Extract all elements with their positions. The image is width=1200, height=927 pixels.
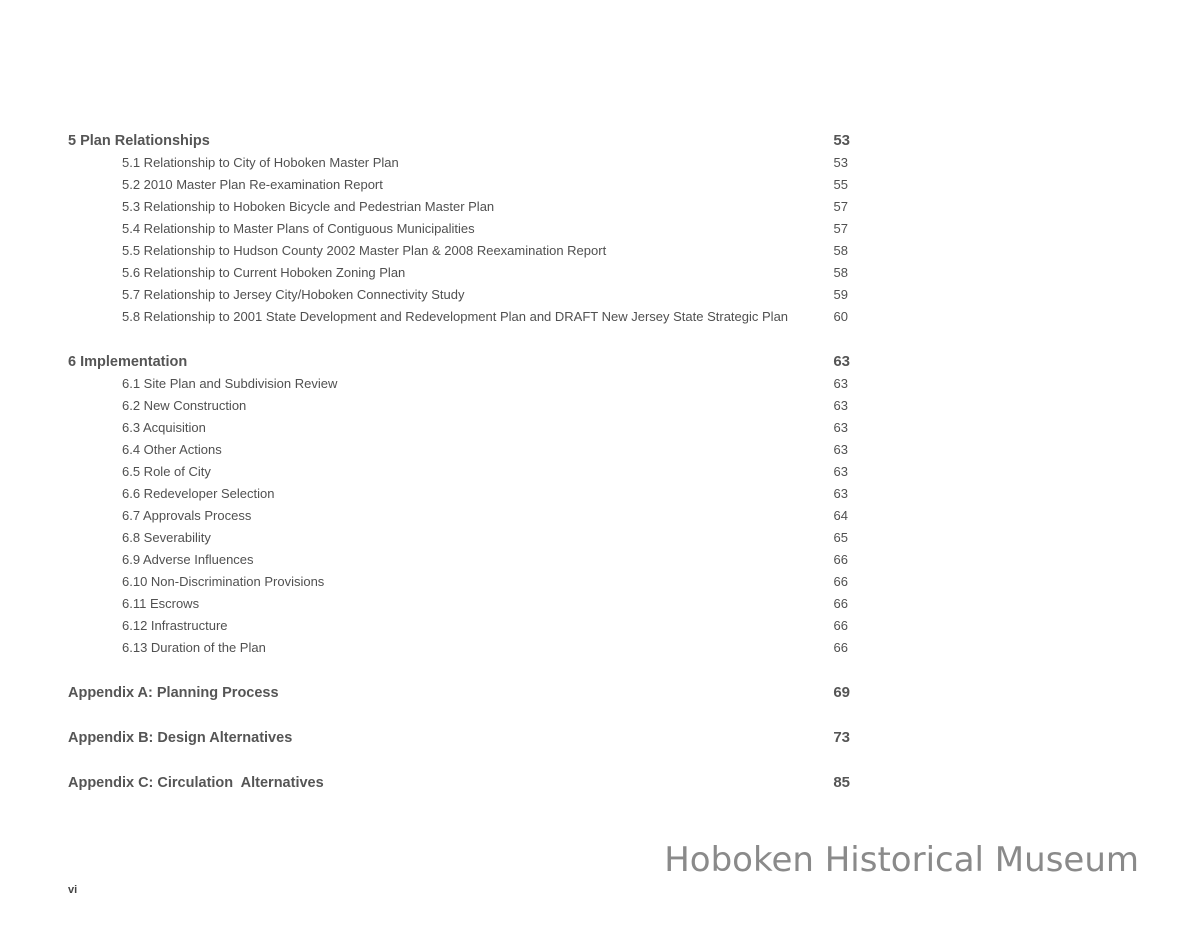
- toc-subsection-entry[interactable]: [122, 199, 848, 214]
- toc-section-entry[interactable]: [68, 684, 850, 701]
- toc-subsection-page: 57: [833, 221, 848, 236]
- toc-subsection-entry[interactable]: [122, 155, 848, 170]
- watermark: Hoboken Historical Museum: [664, 840, 1139, 880]
- toc-subsection-entry[interactable]: [122, 243, 848, 258]
- toc-subsection-entry[interactable]: [122, 287, 848, 302]
- toc-section-title: 5 Plan Relationships: [68, 133, 210, 149]
- toc-subsection-title: 5.7 Relationship to Jersey City/Hoboken Connectivity Study: [122, 287, 465, 302]
- toc-subsection-page: 63: [833, 442, 848, 457]
- toc-subsection-title: 6.13 Duration of the Plan: [122, 640, 266, 655]
- toc-subsection-entry[interactable]: [122, 420, 848, 435]
- toc-subsection-title: 6.10 Non-Discrimination Provisions: [122, 574, 325, 589]
- toc-subsection-title: 5.4 Relationship to Master Plans of Contiguous Municipalities: [122, 221, 475, 236]
- toc-subsection-entry[interactable]: [122, 508, 848, 523]
- toc-subsection-page: 63: [833, 464, 848, 479]
- toc-subsection-title: 6.9 Adverse Influences: [122, 552, 254, 567]
- toc-subsection-title: 6.5 Role of City: [122, 464, 211, 479]
- toc-subsection-title: 6.6 Redeveloper Selection: [122, 486, 275, 501]
- toc-subsection-page: 63: [833, 420, 848, 435]
- toc-subsection-entry[interactable]: [122, 640, 848, 655]
- toc-subsection-page: 63: [833, 486, 848, 501]
- toc-subsection-page: 64: [833, 508, 848, 523]
- toc-subsection-entry[interactable]: [122, 618, 848, 633]
- toc-subsection-entry[interactable]: [122, 552, 848, 567]
- toc-subsection-entry[interactable]: [122, 398, 848, 413]
- toc-section-title: 6 Implementation: [68, 354, 188, 370]
- toc-subsection-entry[interactable]: [122, 177, 848, 192]
- toc-subsection-page: 65: [833, 530, 848, 545]
- toc-subsection-entry[interactable]: [122, 376, 848, 391]
- toc-section-title: Appendix A: Planning Process: [68, 685, 279, 701]
- toc-subsection-page: 66: [833, 596, 848, 611]
- toc-subsection-title: 6.4 Other Actions: [122, 442, 222, 457]
- toc-subsection-title: 6.7 Approvals Process: [122, 508, 252, 523]
- toc-section-page: 69: [833, 684, 850, 701]
- toc-section-page: 53: [833, 132, 850, 149]
- toc-subsection-title: 5.1 Relationship to City of Hoboken Master Plan: [122, 155, 399, 170]
- toc-subsection-title: 6.8 Severability: [122, 530, 211, 545]
- toc-subsection-page: 53: [833, 155, 848, 170]
- toc-subsection-title: 5.6 Relationship to Current Hoboken Zoning Plan: [122, 265, 406, 280]
- toc-subsection-title: 5.8 Relationship to 2001 State Development and Redevelopment Plan and DRAFT New Jersey State Strategic Plan: [122, 309, 789, 324]
- toc-subsection-entry[interactable]: [122, 309, 848, 324]
- toc-subsection-title: 5.5 Relationship to Hudson County 2002 Master Plan & 2008 Reexamination Report: [122, 243, 607, 258]
- toc-subsection-title: 6.11 Escrows: [122, 596, 200, 611]
- toc-section-entry[interactable]: [68, 729, 850, 746]
- toc-section-page: 85: [833, 774, 850, 791]
- toc-subsection-entry[interactable]: [122, 574, 848, 589]
- toc-subsection-entry[interactable]: [122, 596, 848, 611]
- toc-section-entry[interactable]: [68, 353, 850, 370]
- toc-subsection-page: 55: [833, 177, 848, 192]
- toc-subsection-entry[interactable]: [122, 530, 848, 545]
- toc-subsection-page: 57: [833, 199, 848, 214]
- toc-subsection-page: 63: [833, 376, 848, 391]
- toc-section-title: Appendix B: Design Alternatives: [68, 730, 293, 746]
- toc-subsection-title: 5.3 Relationship to Hoboken Bicycle and Pedestrian Master Plan: [122, 199, 495, 214]
- toc-subsection-page: 59: [833, 287, 848, 302]
- toc-section-entry[interactable]: [68, 774, 850, 791]
- toc-subsection-title: 5.2 2010 Master Plan Re-examination Report: [122, 177, 383, 192]
- toc-subsection-entry[interactable]: [122, 464, 848, 479]
- toc-subsection-page: 66: [833, 552, 848, 567]
- toc-subsection-title: 6.1 Site Plan and Subdivision Review: [122, 376, 338, 391]
- toc-section-page: 63: [833, 353, 850, 370]
- toc-subsection-page: 60: [833, 309, 848, 324]
- toc-subsection-page: 58: [833, 265, 848, 280]
- toc-subsection-page: 66: [833, 640, 848, 655]
- toc-subsection-entry[interactable]: [122, 442, 848, 457]
- toc-section-page: 73: [833, 729, 850, 746]
- toc-subsection-page: 66: [833, 618, 848, 633]
- toc-subsection-page: 66: [833, 574, 848, 589]
- toc-subsection-entry[interactable]: [122, 486, 848, 501]
- toc-subsection-entry[interactable]: [122, 221, 848, 236]
- toc-subsection-title: 6.12 Infrastructure: [122, 618, 228, 633]
- toc-subsection-title: 6.3 Acquisition: [122, 420, 206, 435]
- page-number: vi: [68, 884, 78, 896]
- toc-section-title: Appendix C: Circulation Alternatives: [68, 775, 324, 791]
- toc-subsection-page: 63: [833, 398, 848, 413]
- toc-subsection-title: 6.2 New Construction: [122, 398, 247, 413]
- toc-section-entry[interactable]: [68, 132, 850, 149]
- toc-subsection-page: 58: [833, 243, 848, 258]
- toc-subsection-entry[interactable]: [122, 265, 848, 280]
